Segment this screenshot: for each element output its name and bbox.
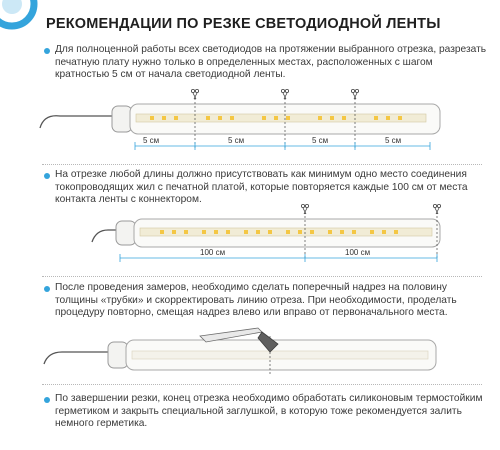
segment-label: 5 см	[312, 136, 329, 145]
scissors-icon	[351, 89, 358, 99]
step-2-text: На отрезке любой длины должно присутствовать как минимум одно место соединения токопроводящих жил с печатной платой, которые повторяется каждые 100 см от места контакта ленты с коннектором.	[55, 169, 468, 206]
bullet-dot	[44, 48, 50, 54]
bullet-dot	[44, 397, 50, 403]
segment-label: 5 см	[228, 136, 245, 145]
segment-label: 5 см	[385, 136, 402, 145]
cutting-pitch-diagram	[0, 88, 500, 158]
step-3-text: После проведения замеров, необходимо сделать поперечный надрез на половину толщины «трубки» и скорректировать линию отреза. При необходимости, проделать процедуру повторно, смещая надрез влево или вправо от первоначального места.	[55, 282, 457, 319]
segment-label: 100 см	[345, 248, 371, 257]
step-4-text: По завершении резки, конец отрезка необходимо обработать силиконовым термостойким герметиком и закрыть специальной заглушкой, в которую тоже рекомендуется залить немного герметика.	[55, 393, 483, 430]
segment-label: 100 см	[200, 248, 226, 257]
segment-label: 5 см	[143, 136, 160, 145]
bullet-dot	[44, 286, 50, 292]
scissors-icon	[281, 89, 288, 99]
divider	[42, 384, 482, 385]
bullet-dot	[44, 173, 50, 179]
step-1-text: Для полноценной работы всех светодиодов на протяжении выбранного отрезка, разрезать печатную плату нужно только в определенных местах, расположенных с шагом кратностью 5 см от начала светодиодной ленты.	[55, 44, 487, 81]
scissors-icon	[191, 89, 198, 99]
brand-logo-icon	[0, 0, 44, 40]
page-title: РЕКОМЕНДАЦИИ ПО РЕЗКЕ СВЕТОДИОДНОЙ ЛЕНТЫ	[46, 16, 441, 32]
incision-diagram	[0, 330, 500, 380]
connection-interval-diagram	[0, 208, 500, 270]
divider	[42, 276, 482, 277]
divider	[42, 164, 482, 165]
